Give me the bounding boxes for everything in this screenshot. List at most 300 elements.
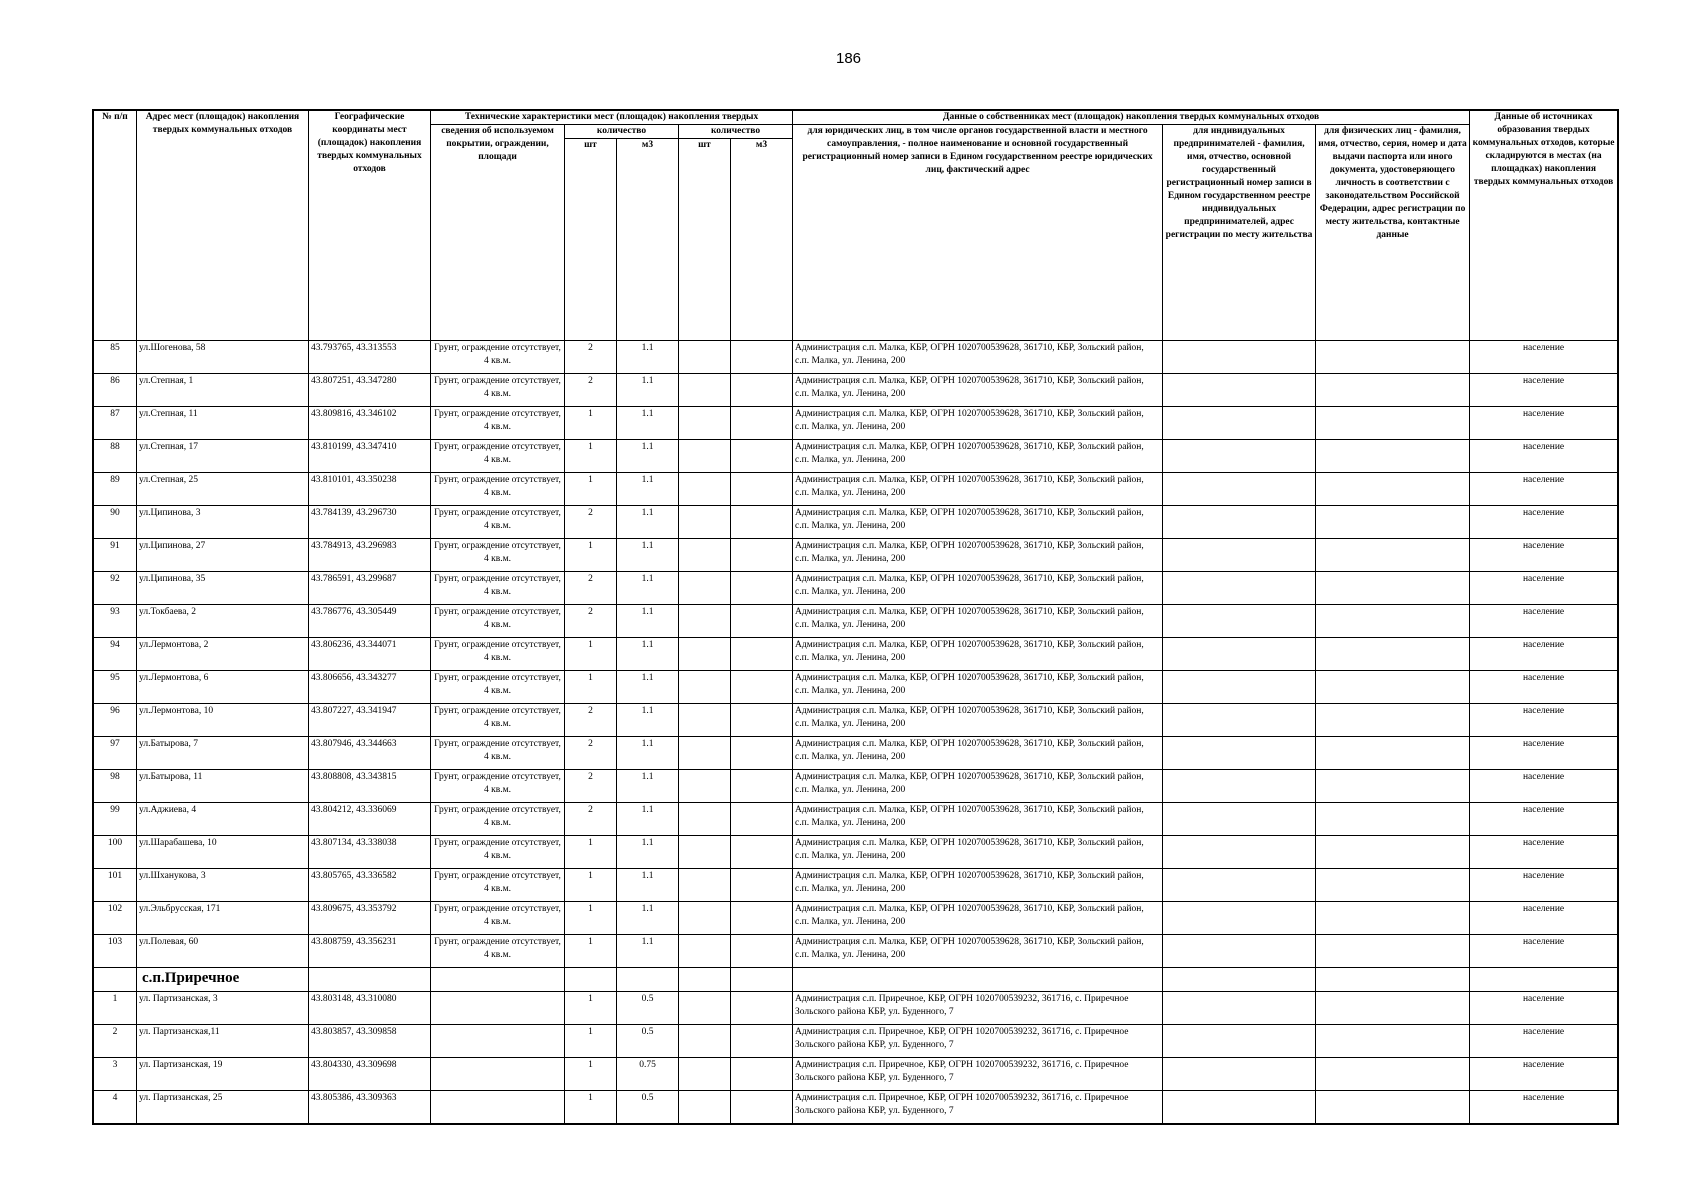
row-placed-pcs: 1: [565, 869, 617, 902]
header-planned-m3: м3: [731, 139, 793, 341]
row-source: население: [1470, 539, 1618, 572]
header-address: Адрес мест (площадок) накопления твердых коммунальных отходов: [137, 111, 309, 341]
row-coords: 43.808808, 43.343815: [309, 770, 431, 803]
row-owner-individual: [1316, 440, 1470, 473]
table-row: [94, 506, 1618, 539]
row-source: население: [1470, 407, 1618, 440]
row-owner-ie: [1163, 1025, 1316, 1058]
row-owner-individual: [1316, 638, 1470, 671]
row-planned-pcs: [679, 374, 731, 407]
row-planned-pcs: [679, 473, 731, 506]
header-individual-entrepreneurs: для индивидуальных предпринимателей - фамилия, имя, отчество, основной государственный регистрационный номер записи в Едином государственном реестре индивидуальных предпринимателей, адрес регистрации по месту жительства: [1163, 125, 1316, 341]
row-planned-m3: [731, 407, 793, 440]
row-planned-m3: [731, 869, 793, 902]
row-planned-pcs: [679, 440, 731, 473]
rows-malka: [94, 341, 1618, 968]
row-coverage: Грунт, ограждение отсутствует, 4 кв.м.: [431, 506, 565, 539]
table-row: [94, 1091, 1618, 1124]
row-coverage: Грунт, ограждение отсутствует, 4 кв.м.: [431, 473, 565, 506]
table-row: [94, 605, 1618, 638]
table-row: [94, 803, 1618, 836]
row-planned-pcs: [679, 1058, 731, 1091]
row-owner-individual: [1316, 605, 1470, 638]
row-owner-ie: [1163, 605, 1316, 638]
row-placed-m3: 1.1: [617, 374, 679, 407]
row-num: 1: [94, 992, 137, 1025]
row-placed-m3: 1.1: [617, 407, 679, 440]
row-owner-individual: [1316, 770, 1470, 803]
row-owner-individual: [1316, 737, 1470, 770]
row-placed-m3: 1.1: [617, 506, 679, 539]
row-placed-m3: 1.1: [617, 869, 679, 902]
row-owner-legal: Администрация с.п. Малка, КБР, ОГРН 1020700539628, 361710, КБР, Зольский район, с.п. Малка, ул. Ленина, 200: [793, 737, 1163, 770]
row-owner-legal: Администрация с.п. Приречное, КБР, ОГРН 1020700539232, 361716, с. Приречное Зольского района КБР, ул. Буденного, 7: [793, 1025, 1163, 1058]
row-planned-m3: [731, 935, 793, 968]
table-row: [94, 473, 1618, 506]
row-planned-pcs: [679, 836, 731, 869]
row-num: 98: [94, 770, 137, 803]
row-placed-m3: 1.1: [617, 341, 679, 374]
row-coverage: Грунт, ограждение отсутствует, 4 кв.м.: [431, 539, 565, 572]
row-placed-pcs: 2: [565, 803, 617, 836]
row-placed-m3: 1.1: [617, 440, 679, 473]
row-owner-legal: Администрация с.п. Малка, КБР, ОГРН 1020700539628, 361710, КБР, Зольский район, с.п. Малка, ул. Ленина, 200: [793, 869, 1163, 902]
row-placed-m3: 0.5: [617, 1025, 679, 1058]
row-address: ул. Партизанская, 25: [137, 1091, 309, 1124]
row-placed-pcs: 1: [565, 671, 617, 704]
row-coverage: Грунт, ограждение отсутствует, 4 кв.м.: [431, 638, 565, 671]
row-placed-pcs: 2: [565, 770, 617, 803]
row-owner-legal: Администрация с.п. Малка, КБР, ОГРН 1020700539628, 361710, КБР, Зольский район, с.п. Малка, ул. Ленина, 200: [793, 605, 1163, 638]
row-coverage: [431, 992, 565, 1025]
row-source: население: [1470, 440, 1618, 473]
row-num: 91: [94, 539, 137, 572]
table-row: [94, 341, 1618, 374]
row-placed-pcs: 1: [565, 473, 617, 506]
row-owner-individual: [1316, 374, 1470, 407]
row-owner-legal: Администрация с.п. Приречное, КБР, ОГРН 1020700539232, 361716, с. Приречное Зольского района КБР, ул. Буденного, 7: [793, 1058, 1163, 1091]
row-placed-pcs: 2: [565, 374, 617, 407]
row-coords: 43.804330, 43.309698: [309, 1058, 431, 1091]
row-owner-ie: [1163, 992, 1316, 1025]
table-row: [94, 374, 1618, 407]
row-owner-individual: [1316, 704, 1470, 737]
row-placed-pcs: 1: [565, 638, 617, 671]
row-planned-m3: [731, 572, 793, 605]
row-source: население: [1470, 506, 1618, 539]
row-placed-pcs: 1: [565, 407, 617, 440]
row-planned-m3: [731, 473, 793, 506]
row-num: 93: [94, 605, 137, 638]
row-coords: 43.805765, 43.336582: [309, 869, 431, 902]
row-planned-pcs: [679, 341, 731, 374]
row-source: население: [1470, 605, 1618, 638]
row-coverage: Грунт, ограждение отсутствует, 4 кв.м.: [431, 407, 565, 440]
row-num: 2: [94, 1025, 137, 1058]
row-planned-pcs: [679, 869, 731, 902]
row-placed-m3: 1.1: [617, 836, 679, 869]
row-coords: 43.786591, 43.299687: [309, 572, 431, 605]
header-placed-pcs: шт: [565, 139, 617, 341]
row-planned-m3: [731, 902, 793, 935]
row-coverage: [431, 1091, 565, 1124]
row-planned-pcs: [679, 935, 731, 968]
row-num: 97: [94, 737, 137, 770]
row-owner-legal: Администрация с.п. Малка, КБР, ОГРН 1020700539628, 361710, КБР, Зольский район, с.п. Малка, ул. Ленина, 200: [793, 407, 1163, 440]
row-placed-m3: 0.75: [617, 1058, 679, 1091]
row-num: 89: [94, 473, 137, 506]
row-address: ул.Степная, 11: [137, 407, 309, 440]
row-planned-m3: [731, 992, 793, 1025]
row-owner-legal: Администрация с.п. Малка, КБР, ОГРН 1020700539628, 361710, КБР, Зольский район, с.п. Малка, ул. Ленина, 200: [793, 440, 1163, 473]
row-coords: 43.803148, 43.310080: [309, 992, 431, 1025]
row-planned-m3: [731, 1025, 793, 1058]
row-planned-m3: [731, 770, 793, 803]
row-source: население: [1470, 737, 1618, 770]
row-placed-pcs: 2: [565, 737, 617, 770]
row-coverage: Грунт, ограждение отсутствует, 4 кв.м.: [431, 572, 565, 605]
row-num: 85: [94, 341, 137, 374]
table-row: [94, 836, 1618, 869]
table-row: [94, 638, 1618, 671]
row-planned-pcs: [679, 605, 731, 638]
row-coords: 43.808759, 43.356231: [309, 935, 431, 968]
row-owner-legal: Администрация с.п. Малка, КБР, ОГРН 1020700539628, 361710, КБР, Зольский район, с.п. Малка, ул. Ленина, 200: [793, 671, 1163, 704]
row-owner-ie: [1163, 671, 1316, 704]
row-coords: 43.810101, 43.350238: [309, 473, 431, 506]
row-placed-pcs: 2: [565, 704, 617, 737]
row-source: население: [1470, 869, 1618, 902]
row-source: население: [1470, 704, 1618, 737]
table-header: [94, 111, 1618, 341]
row-address: ул.Лермонтова, 2: [137, 638, 309, 671]
row-coords: 43.806656, 43.343277: [309, 671, 431, 704]
row-placed-m3: 1.1: [617, 902, 679, 935]
row-placed-pcs: 2: [565, 341, 617, 374]
header-placed-m3: м3: [617, 139, 679, 341]
row-placed-m3: 1.1: [617, 671, 679, 704]
row-coverage: Грунт, ограждение отсутствует, 4 кв.м.: [431, 374, 565, 407]
row-coverage: [431, 1058, 565, 1091]
row-placed-m3: 1.1: [617, 638, 679, 671]
row-source: население: [1470, 836, 1618, 869]
row-owner-individual: [1316, 473, 1470, 506]
row-placed-m3: 1.1: [617, 605, 679, 638]
row-owner-ie: [1163, 902, 1316, 935]
row-owner-legal: Администрация с.п. Приречное, КБР, ОГРН 1020700539232, 361716, с. Приречное Зольского района КБР, ул. Буденного, 7: [793, 1091, 1163, 1124]
header-legal: для юридических лиц, в том числе органов государственной власти и местного самоуправления, - полное наименование и основной государственный регистрационный номер записи в Едином государственном реестре юридических лиц, фактический адрес: [793, 125, 1163, 341]
row-coords: 43.793765, 43.313553: [309, 341, 431, 374]
row-coverage: Грунт, ограждение отсутствует, 4 кв.м.: [431, 737, 565, 770]
row-placed-pcs: 2: [565, 506, 617, 539]
row-num: 101: [94, 869, 137, 902]
row-placed-m3: 1.1: [617, 704, 679, 737]
row-owner-ie: [1163, 869, 1316, 902]
row-owner-legal: Администрация с.п. Малка, КБР, ОГРН 1020700539628, 361710, КБР, Зольский район, с.п. Малка, ул. Ленина, 200: [793, 803, 1163, 836]
row-placed-pcs: 1: [565, 1025, 617, 1058]
row-source: население: [1470, 1091, 1618, 1124]
row-num: 90: [94, 506, 137, 539]
row-owner-individual: [1316, 341, 1470, 374]
row-address: ул. Партизанская, 3: [137, 992, 309, 1025]
row-owner-individual: [1316, 935, 1470, 968]
table-row: [94, 770, 1618, 803]
row-planned-pcs: [679, 803, 731, 836]
row-coords: 43.806236, 43.344071: [309, 638, 431, 671]
header-individuals: для физических лиц - фамилия, имя, отчество, серия, номер и дата выдачи паспорта или иного документа, удостоверяющего личность в соответствии с законодательством Российской Федерации, адрес регистрации по месту жительства, контактные данные: [1316, 125, 1470, 341]
row-planned-pcs: [679, 539, 731, 572]
row-placed-m3: 1.1: [617, 572, 679, 605]
row-num: 88: [94, 440, 137, 473]
row-coords: 43.809675, 43.353792: [309, 902, 431, 935]
row-coverage: Грунт, ограждение отсутствует, 4 кв.м.: [431, 605, 565, 638]
row-num: 96: [94, 704, 137, 737]
header-tech-group: Технические характеристики мест (площадок) накопления твердых: [464, 112, 759, 122]
row-address: ул.Лермонтова, 10: [137, 704, 309, 737]
row-owner-individual: [1316, 1025, 1470, 1058]
row-owner-legal: Администрация с.п. Малка, КБР, ОГРН 1020700539628, 361710, КБР, Зольский район, с.п. Малка, ул. Ленина, 200: [793, 902, 1163, 935]
row-address: ул.Батырова, 7: [137, 737, 309, 770]
row-owner-ie: [1163, 440, 1316, 473]
row-owner-ie: [1163, 770, 1316, 803]
row-coords: 43.807227, 43.341947: [309, 704, 431, 737]
row-planned-pcs: [679, 902, 731, 935]
row-num: 3: [94, 1058, 137, 1091]
row-owner-ie: [1163, 407, 1316, 440]
row-source: население: [1470, 803, 1618, 836]
row-owner-legal: Администрация с.п. Малка, КБР, ОГРН 1020700539628, 361710, КБР, Зольский район, с.п. Малка, ул. Ленина, 200: [793, 473, 1163, 506]
row-num: 100: [94, 836, 137, 869]
row-coverage: Грунт, ограждение отсутствует, 4 кв.м.: [431, 803, 565, 836]
row-owner-ie: [1163, 1058, 1316, 1091]
row-num: 103: [94, 935, 137, 968]
row-coverage: Грунт, ограждение отсутствует, 4 кв.м.: [431, 869, 565, 902]
row-address: ул. Партизанская,11: [137, 1025, 309, 1058]
row-num: 87: [94, 407, 137, 440]
row-num: 99: [94, 803, 137, 836]
header-qty-placed: количество: [596, 126, 647, 136]
row-coverage: Грунт, ограждение отсутствует, 4 кв.м.: [431, 836, 565, 869]
row-owner-ie: [1163, 473, 1316, 506]
row-placed-m3: 1.1: [617, 737, 679, 770]
row-source: население: [1470, 341, 1618, 374]
table-row: [94, 902, 1618, 935]
row-owner-individual: [1316, 836, 1470, 869]
row-owner-ie: [1163, 836, 1316, 869]
header-owners-group: Данные о собственниках мест (площадок) накопления твердых коммунальных отходов: [793, 111, 1470, 125]
row-placed-pcs: 1: [565, 440, 617, 473]
row-address: ул.Шогенова, 58: [137, 341, 309, 374]
row-source: население: [1470, 638, 1618, 671]
row-coverage: [431, 1025, 565, 1058]
table-row: [94, 572, 1618, 605]
row-owner-individual: [1316, 869, 1470, 902]
row-address: ул.Полевая, 60: [137, 935, 309, 968]
row-address: ул.Токбаева, 2: [137, 605, 309, 638]
row-placed-m3: 1.1: [617, 473, 679, 506]
row-planned-m3: [731, 539, 793, 572]
row-owner-legal: Администрация с.п. Малка, КБР, ОГРН 1020700539628, 361710, КБР, Зольский район, с.п. Малка, ул. Ленина, 200: [793, 341, 1163, 374]
row-owner-ie: [1163, 374, 1316, 407]
row-address: ул.Степная, 1: [137, 374, 309, 407]
row-owner-individual: [1316, 1058, 1470, 1091]
row-address: ул.Шханукова, 3: [137, 869, 309, 902]
table-row: [94, 704, 1618, 737]
row-coords: 43.803857, 43.309858: [309, 1025, 431, 1058]
row-coords: 43.807251, 43.347280: [309, 374, 431, 407]
table-row: [94, 935, 1618, 968]
waste-sites-table: [93, 110, 1618, 1124]
row-address: ул.Батырова, 11: [137, 770, 309, 803]
row-owner-ie: [1163, 935, 1316, 968]
row-placed-pcs: 1: [565, 539, 617, 572]
row-coverage: Грунт, ограждение отсутствует, 4 кв.м.: [431, 902, 565, 935]
row-address: ул.Лермонтова, 6: [137, 671, 309, 704]
rows-priretchnoe: [94, 992, 1618, 1124]
page-number: 186: [835, 50, 862, 67]
row-owner-ie: [1163, 341, 1316, 374]
row-num: 92: [94, 572, 137, 605]
row-address: ул. Партизанская, 19: [137, 1058, 309, 1091]
header-num: № п/п: [94, 111, 137, 341]
row-owner-legal: Администрация с.п. Малка, КБР, ОГРН 1020700539628, 361710, КБР, Зольский район, с.п. Малка, ул. Ленина, 200: [793, 704, 1163, 737]
row-address: ул.Шарабашева, 10: [137, 836, 309, 869]
row-planned-m3: [731, 440, 793, 473]
row-planned-pcs: [679, 704, 731, 737]
row-owner-individual: [1316, 506, 1470, 539]
row-planned-pcs: [679, 737, 731, 770]
table-row: [94, 440, 1618, 473]
row-placed-pcs: 1: [565, 1058, 617, 1091]
header-planned-pcs: шт: [679, 139, 731, 341]
row-planned-pcs: [679, 1025, 731, 1058]
row-address: ул.Ципинова, 27: [137, 539, 309, 572]
row-planned-pcs: [679, 992, 731, 1025]
row-source: население: [1470, 374, 1618, 407]
row-placed-pcs: 1: [565, 992, 617, 1025]
row-coverage: Грунт, ограждение отсутствует, 4 кв.м.: [431, 935, 565, 968]
row-placed-pcs: 2: [565, 605, 617, 638]
table-row: [94, 671, 1618, 704]
row-owner-legal: Администрация с.п. Малка, КБР, ОГРН 1020700539628, 361710, КБР, Зольский район, с.п. Малка, ул. Ленина, 200: [793, 539, 1163, 572]
row-planned-pcs: [679, 1091, 731, 1124]
row-coverage: Грунт, ограждение отсутствует, 4 кв.м.: [431, 770, 565, 803]
row-owner-ie: [1163, 638, 1316, 671]
row-placed-m3: 1.1: [617, 770, 679, 803]
row-placed-m3: 0.5: [617, 1091, 679, 1124]
row-coords: 43.807134, 43.338038: [309, 836, 431, 869]
row-num: 94: [94, 638, 137, 671]
row-planned-m3: [731, 737, 793, 770]
row-planned-pcs: [679, 506, 731, 539]
row-coverage: Грунт, ограждение отсутствует, 4 кв.м.: [431, 704, 565, 737]
row-planned-pcs: [679, 638, 731, 671]
row-source: население: [1470, 671, 1618, 704]
row-owner-ie: [1163, 506, 1316, 539]
row-owner-legal: Администрация с.п. Малка, КБР, ОГРН 1020700539628, 361710, КБР, Зольский район, с.п. Малка, ул. Ленина, 200: [793, 506, 1163, 539]
row-num: 4: [94, 1091, 137, 1124]
row-coverage: Грунт, ограждение отсутствует, 4 кв.м.: [431, 341, 565, 374]
row-owner-individual: [1316, 539, 1470, 572]
row-owner-ie: [1163, 737, 1316, 770]
table-row: [94, 1025, 1618, 1058]
row-coords: 43.809816, 43.346102: [309, 407, 431, 440]
row-owner-ie: [1163, 704, 1316, 737]
header-coords: Географические координаты мест (площадок) накопления твердых коммунальных отходов: [309, 111, 431, 341]
table-row: [94, 992, 1618, 1025]
header-sources: Данные об источниках образования твердых коммунальных отходов, которые складируются в местах (на площадках) накопления твердых коммунальных отходов: [1470, 111, 1618, 341]
row-address: ул.Эльбрусская, 171: [137, 902, 309, 935]
row-source: население: [1470, 902, 1618, 935]
row-coords: 43.784139, 43.296730: [309, 506, 431, 539]
table-row: [94, 869, 1618, 902]
table-row: [94, 407, 1618, 440]
row-owner-legal: Администрация с.п. Малка, КБР, ОГРН 1020700539628, 361710, КБР, Зольский район, с.п. Малка, ул. Ленина, 200: [793, 935, 1163, 968]
section-title: с.п.Приречное: [142, 970, 240, 986]
row-planned-m3: [731, 374, 793, 407]
row-coords: 43.786776, 43.305449: [309, 605, 431, 638]
row-address: ул.Степная, 17: [137, 440, 309, 473]
row-planned-pcs: [679, 572, 731, 605]
row-source: население: [1470, 770, 1618, 803]
table-row: [94, 1058, 1618, 1091]
row-owner-individual: [1316, 902, 1470, 935]
row-owner-individual: [1316, 671, 1470, 704]
row-placed-m3: 0.5: [617, 992, 679, 1025]
row-placed-m3: 1.1: [617, 803, 679, 836]
row-planned-m3: [731, 704, 793, 737]
row-placed-m3: 1.1: [617, 539, 679, 572]
row-placed-pcs: 1: [565, 935, 617, 968]
row-num: 102: [94, 902, 137, 935]
table-row: [94, 737, 1618, 770]
row-coverage: Грунт, ограждение отсутствует, 4 кв.м.: [431, 671, 565, 704]
row-source: население: [1470, 1025, 1618, 1058]
row-owner-legal: Администрация с.п. Малка, КБР, ОГРН 1020700539628, 361710, КБР, Зольский район, с.п. Малка, ул. Ленина, 200: [793, 770, 1163, 803]
header-coverage: сведения об используемом покрытии, ограждении, площади: [431, 125, 565, 341]
header-qty-planned: количество: [710, 126, 761, 136]
row-coords: 43.804212, 43.336069: [309, 803, 431, 836]
row-owner-individual: [1316, 407, 1470, 440]
row-coverage: Грунт, ограждение отсутствует, 4 кв.м.: [431, 440, 565, 473]
row-owner-legal: Администрация с.п. Малка, КБР, ОГРН 1020700539628, 361710, КБР, Зольский район, с.п. Малка, ул. Ленина, 200: [793, 638, 1163, 671]
row-planned-m3: [731, 671, 793, 704]
row-source: население: [1470, 935, 1618, 968]
row-planned-m3: [731, 341, 793, 374]
row-address: ул.Степная, 25: [137, 473, 309, 506]
row-num: 95: [94, 671, 137, 704]
row-planned-pcs: [679, 671, 731, 704]
row-planned-m3: [731, 803, 793, 836]
row-planned-m3: [731, 836, 793, 869]
row-owner-ie: [1163, 803, 1316, 836]
row-address: ул.Ципинова, 35: [137, 572, 309, 605]
row-source: население: [1470, 1058, 1618, 1091]
row-owner-ie: [1163, 539, 1316, 572]
row-planned-m3: [731, 1091, 793, 1124]
row-planned-m3: [731, 605, 793, 638]
row-placed-pcs: 1: [565, 836, 617, 869]
section-priretchnoe: [94, 968, 1618, 992]
row-owner-individual: [1316, 803, 1470, 836]
row-owner-legal: Администрация с.п. Малка, КБР, ОГРН 1020700539628, 361710, КБР, Зольский район, с.п. Малка, ул. Ленина, 200: [793, 836, 1163, 869]
row-owner-legal: Администрация с.п. Малка, КБР, ОГРН 1020700539628, 361710, КБР, Зольский район, с.п. Малка, ул. Ленина, 200: [793, 572, 1163, 605]
row-num: 86: [94, 374, 137, 407]
row-owner-ie: [1163, 572, 1316, 605]
row-placed-pcs: 1: [565, 902, 617, 935]
row-coords: 43.784913, 43.296983: [309, 539, 431, 572]
row-address: ул.Ципинова, 3: [137, 506, 309, 539]
